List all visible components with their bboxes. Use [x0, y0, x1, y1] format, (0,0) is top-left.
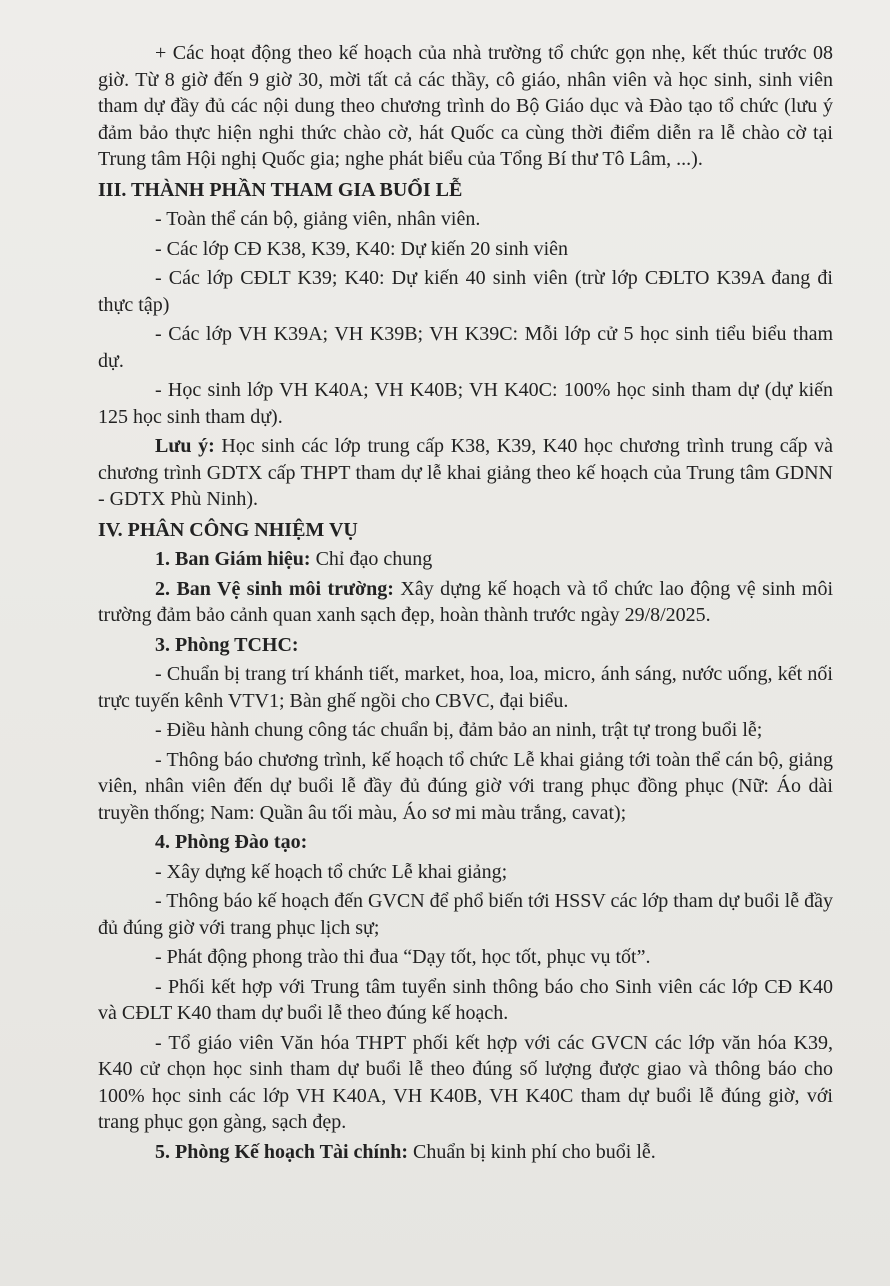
- assignment-environment-label: 2. Ban Vệ sinh môi trường:: [155, 577, 394, 600]
- assignment-environment: [98, 576, 833, 629]
- assignment-finance-label: 5. Phòng Kế hoạch Tài chính:: [155, 1140, 409, 1163]
- note-paragraph: [98, 433, 833, 513]
- assignment-tchc-label: 3. Phòng TCHC:: [155, 633, 299, 656]
- participant-vh-k40: - Học sinh lớp VH K40A; VH K40B; VH K40C: 100% học sinh tham dự (dự kiến 125 học sinh tham dự).: [98, 379, 833, 428]
- assignment-environment-text: Xây dựng kế hoạch và tổ chức lao động vệ sinh môi trường đảm bảo cảnh quan xanh sạch đẹp, hoàn thành trước ngày 29/8/2025.: [98, 577, 833, 626]
- assignment-training-campaign: - Phát động phong trào thi đua “Dạy tốt, học tốt, phục vụ tốt”.: [155, 946, 651, 968]
- assignment-tchc-notice: - Thông báo chương trình, kế hoạch tổ chức Lễ khai giảng tới toàn thể cán bộ, giảng viên, nhân viên đến dự buổi lễ đầy đủ đúng giờ với trang phục đồng phục (Nữ: Áo dài truyền thống; Nam: Quần âu tối màu, Áo sơ mi màu trắng, cavat);: [98, 748, 833, 824]
- assignment-board: [98, 546, 833, 573]
- assignment-training-admissions: - Phối kết hợp với Trung tâm tuyển sinh thông báo cho Sinh viên các lớp CĐ K40 và CĐLT K40 tham dự buổi lễ theo đúng kế hoạch.: [98, 975, 833, 1024]
- assignment-finance: [98, 1139, 833, 1166]
- document-body: [98, 40, 833, 1168]
- assignment-training-culture-teachers: - Tổ giáo viên Văn hóa THPT phối kết hợp với các GVCN các lớp văn hóa K39, K40 cử chọn học sinh tham dự buổi lễ theo đúng số lượng được giao và thông báo cho 100% học sinh các lớp VH K40A, VH K40B, VH K40C tham dự buổi lễ đúng giờ, với trang phục gọn gàng, sạch đẹp.: [98, 1031, 833, 1133]
- participant-cdlt-classes: - Các lớp CĐLT K39; K40: Dự kiến 40 sinh viên (trừ lớp CĐLTO K39A đang đi thực tập): [98, 267, 833, 316]
- paragraph-event-schedule: + Các hoạt động theo kế hoạch của nhà trường tổ chức gọn nhẹ, kết thúc trước 08 giờ. Từ 8 giờ đến 9 giờ 30, mời tất cả các thầy, cô giáo, nhân viên và học sinh, sinh viên tham dự đầy đủ các nội dung theo chương trình do Bộ Giáo dục và Đào tạo tổ chức (lưu ý đảm bảo thực hiện nghi thức chào cờ, hát Quốc ca cùng thời điểm diễn ra lễ chào cờ tại Trung tâm Hội nghị Quốc gia; nghe phát biểu của Tổng Bí thư Tô Lâm, ...).: [98, 42, 833, 170]
- section-heading-participants: III. THÀNH PHẦN THAM GIA BUỔI LỄ: [98, 178, 463, 201]
- participant-vh-k39: - Các lớp VH K39A; VH K39B; VH K39C: Mỗi lớp cử 5 học sinh tiểu biểu tham dự.: [98, 323, 833, 372]
- note-label: Lưu ý:: [155, 435, 215, 457]
- assignment-finance-text: Chuẩn bị kinh phí cho buổi lễ.: [408, 1140, 656, 1163]
- assignment-training-plan: - Xây dựng kế hoạch tổ chức Lễ khai giảng;: [155, 860, 508, 883]
- participant-staff: - Toàn thể cán bộ, giảng viên, nhân viên.: [155, 208, 481, 230]
- note-text: Học sinh các lớp trung cấp K38, K39, K40 học chương trình trung cấp và chương trình GDTX cấp THPT tham dự lễ khai giảng theo kế hoạch của Trung tâm GDNN - GDTX Phù Ninh).: [98, 435, 834, 510]
- assignment-tchc-security: - Điều hành chung công tác chuẩn bị, đảm bảo an ninh, trật tự trong buổi lễ;: [155, 719, 763, 741]
- section-heading-assignments: IV. PHÂN CÔNG NHIỆM VỤ: [98, 518, 358, 541]
- participant-cd-classes: - Các lớp CĐ K38, K39, K40: Dự kiến 20 sinh viên: [155, 237, 569, 260]
- assignment-training-label: 4. Phòng Đào tạo:: [155, 831, 308, 853]
- assignment-tchc-decoration: - Chuẩn bị trang trí khánh tiết, market, hoa, loa, micro, ánh sáng, nước uống, kết nối trực tuyến kênh VTV1; Bàn ghế ngồi cho CBVC, đại biểu.: [98, 663, 833, 712]
- assignment-board-text: Chỉ đạo chung: [310, 548, 433, 570]
- assignment-board-label: 1. Ban Giám hiệu:: [155, 548, 311, 570]
- assignment-training-notify: - Thông báo kế hoạch đến GVCN để phổ biến tới HSSV các lớp tham dự buổi lễ đầy đủ đúng giờ với trang phục lịch sự;: [98, 890, 833, 939]
